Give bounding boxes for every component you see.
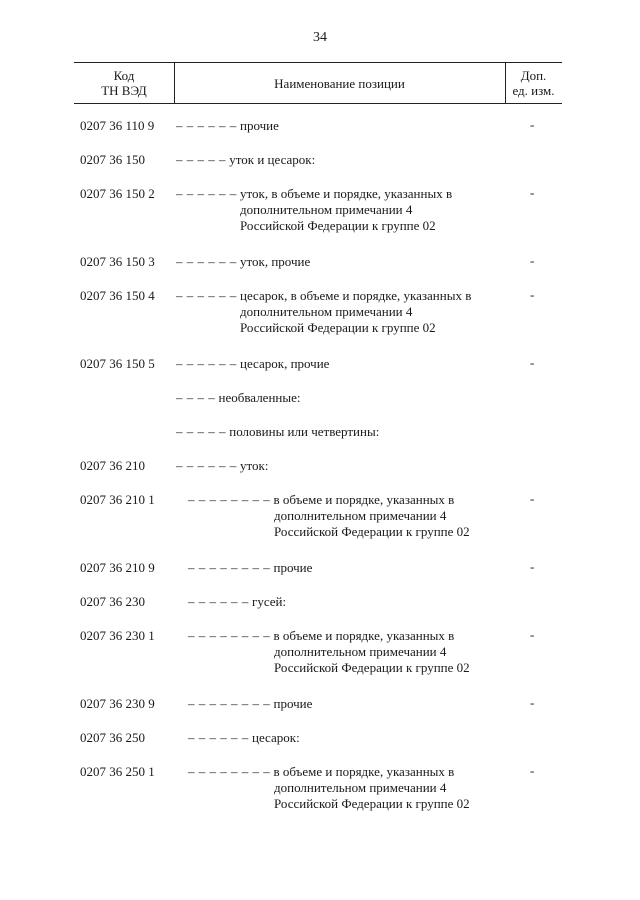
row-description bbox=[176, 254, 476, 270]
row-description-first-line bbox=[176, 118, 279, 133]
row-code: 0207 36 150 5 bbox=[80, 356, 155, 371]
row-description-first-line bbox=[176, 288, 471, 303]
row-indent-dashes: – – – – – – bbox=[176, 186, 237, 201]
row-indent-dashes: – – – – bbox=[176, 390, 216, 405]
row-text: уток, прочие bbox=[240, 254, 311, 269]
row-text-continuation: дополнительном примечании 4 bbox=[240, 304, 413, 319]
row-description-first-line bbox=[176, 424, 379, 439]
row-text: прочие bbox=[273, 560, 313, 575]
row-indent-dashes: – – – – – – bbox=[188, 730, 249, 745]
row-text: в объеме и порядке, указанных в bbox=[273, 764, 455, 779]
row-indent-dashes: – – – – – bbox=[176, 424, 226, 439]
row-text: половины или четвертины: bbox=[229, 424, 380, 439]
row-description bbox=[188, 730, 488, 746]
row-description bbox=[188, 560, 488, 576]
row-code: 0207 36 110 9 bbox=[80, 118, 155, 133]
row-indent-dashes: – – – – – – bbox=[188, 594, 249, 609]
row-text: гусей: bbox=[252, 594, 287, 609]
row-description-first-line bbox=[188, 594, 286, 609]
row-text: цесарок, в объеме и порядке, указанных в bbox=[240, 288, 472, 303]
row-unit: - bbox=[530, 559, 535, 574]
row-text: необваленные: bbox=[218, 390, 301, 405]
row-text: в объеме и порядке, указанных в bbox=[273, 492, 455, 507]
row-description bbox=[176, 458, 476, 474]
row-description-first-line bbox=[188, 492, 454, 507]
row-code: 0207 36 230 bbox=[80, 594, 145, 609]
row-text-continuation: дополнительном примечании 4 bbox=[274, 780, 447, 795]
row-description bbox=[176, 288, 476, 336]
row-description bbox=[176, 118, 476, 134]
row-description-first-line bbox=[188, 764, 454, 779]
row-unit: - bbox=[530, 491, 535, 506]
row-description-first-line bbox=[176, 186, 452, 201]
header-unit-column bbox=[505, 63, 562, 103]
row-text-continuation: дополнительном примечании 4 bbox=[274, 644, 447, 659]
row-text-continuation: дополнительном примечании 4 bbox=[274, 508, 447, 523]
header-unit-line1: Доп. bbox=[520, 68, 547, 83]
row-code: 0207 36 230 1 bbox=[80, 628, 155, 643]
row-indent-dashes: – – – – – – bbox=[176, 254, 237, 269]
row-description-first-line bbox=[176, 390, 300, 405]
row-text: уток и цесарок: bbox=[229, 152, 316, 167]
row-indent-dashes: – – – – – – bbox=[176, 118, 237, 133]
row-description bbox=[176, 390, 476, 406]
header-code-line2: ТН ВЭД bbox=[101, 83, 147, 98]
row-description-first-line bbox=[176, 458, 268, 473]
row-unit: - bbox=[530, 627, 535, 642]
row-indent-dashes: – – – – – – – – bbox=[188, 696, 271, 711]
row-indent-dashes: – – – – – – bbox=[176, 356, 237, 371]
row-description bbox=[176, 424, 476, 440]
header-name-column bbox=[174, 63, 506, 103]
row-code: 0207 36 210 1 bbox=[80, 492, 155, 507]
table-header bbox=[74, 62, 562, 104]
row-unit: - bbox=[530, 695, 535, 710]
row-text-continuation: дополнительном примечании 4 bbox=[240, 202, 413, 217]
row-text-continuation: Российской Федерации к группе 02 bbox=[240, 320, 436, 335]
row-indent-dashes: – – – – – – – – bbox=[188, 764, 271, 779]
row-unit: - bbox=[530, 117, 535, 132]
row-description bbox=[188, 492, 488, 540]
row-description bbox=[188, 764, 488, 812]
row-text: в объеме и порядке, указанных в bbox=[273, 628, 455, 643]
row-description-first-line bbox=[188, 560, 312, 575]
header-unit-line2: ед. изм. bbox=[512, 83, 555, 98]
page-number: 34 bbox=[313, 30, 327, 45]
row-indent-dashes: – – – – – – – – bbox=[188, 628, 271, 643]
row-description-first-line bbox=[176, 152, 315, 167]
row-indent-dashes: – – – – – – bbox=[176, 288, 237, 303]
row-text-continuation: Российской Федерации к группе 02 bbox=[240, 218, 436, 233]
header-code-column bbox=[74, 63, 175, 103]
row-code: 0207 36 150 bbox=[80, 152, 145, 167]
row-indent-dashes: – – – – – – – – bbox=[188, 492, 271, 507]
row-code: 0207 36 210 bbox=[80, 458, 145, 473]
row-indent-dashes: – – – – – – bbox=[176, 458, 237, 473]
row-code: 0207 36 250 bbox=[80, 730, 145, 745]
row-text: цесарок, прочие bbox=[240, 356, 330, 371]
row-description-first-line bbox=[176, 254, 310, 269]
row-unit: - bbox=[530, 355, 535, 370]
row-description-first-line bbox=[188, 696, 312, 711]
row-code: 0207 36 150 4 bbox=[80, 288, 155, 303]
row-text-continuation: Российской Федерации к группе 02 bbox=[274, 660, 470, 675]
row-code: 0207 36 150 3 bbox=[80, 254, 155, 269]
row-text: прочие bbox=[240, 118, 279, 133]
header-code-line1: Код bbox=[113, 68, 135, 83]
row-description bbox=[176, 356, 476, 372]
header-name: Наименование позиции bbox=[274, 75, 405, 91]
row-unit: - bbox=[530, 287, 535, 302]
row-text: прочие bbox=[273, 696, 313, 711]
row-text-continuation: Российской Федерации к группе 02 bbox=[274, 524, 470, 539]
row-description-first-line bbox=[176, 356, 329, 371]
row-description bbox=[188, 594, 488, 610]
row-indent-dashes: – – – – – bbox=[176, 152, 226, 167]
row-description bbox=[188, 628, 488, 676]
row-code: 0207 36 150 2 bbox=[80, 186, 155, 201]
row-code: 0207 36 250 1 bbox=[80, 764, 155, 779]
row-code: 0207 36 210 9 bbox=[80, 560, 155, 575]
row-description-first-line bbox=[188, 628, 454, 643]
row-unit: - bbox=[530, 185, 535, 200]
row-text: цесарок: bbox=[252, 730, 300, 745]
row-unit: - bbox=[530, 253, 535, 268]
row-code: 0207 36 230 9 bbox=[80, 696, 155, 711]
row-text: уток: bbox=[240, 458, 269, 473]
row-text-continuation: Российской Федерации к группе 02 bbox=[274, 796, 470, 811]
row-unit: - bbox=[530, 763, 535, 778]
row-description bbox=[176, 152, 476, 168]
row-description bbox=[188, 696, 488, 712]
row-description bbox=[176, 186, 476, 234]
row-text: уток, в объеме и порядке, указанных в bbox=[240, 186, 453, 201]
row-indent-dashes: – – – – – – – – bbox=[188, 560, 271, 575]
row-description-first-line bbox=[188, 730, 300, 745]
